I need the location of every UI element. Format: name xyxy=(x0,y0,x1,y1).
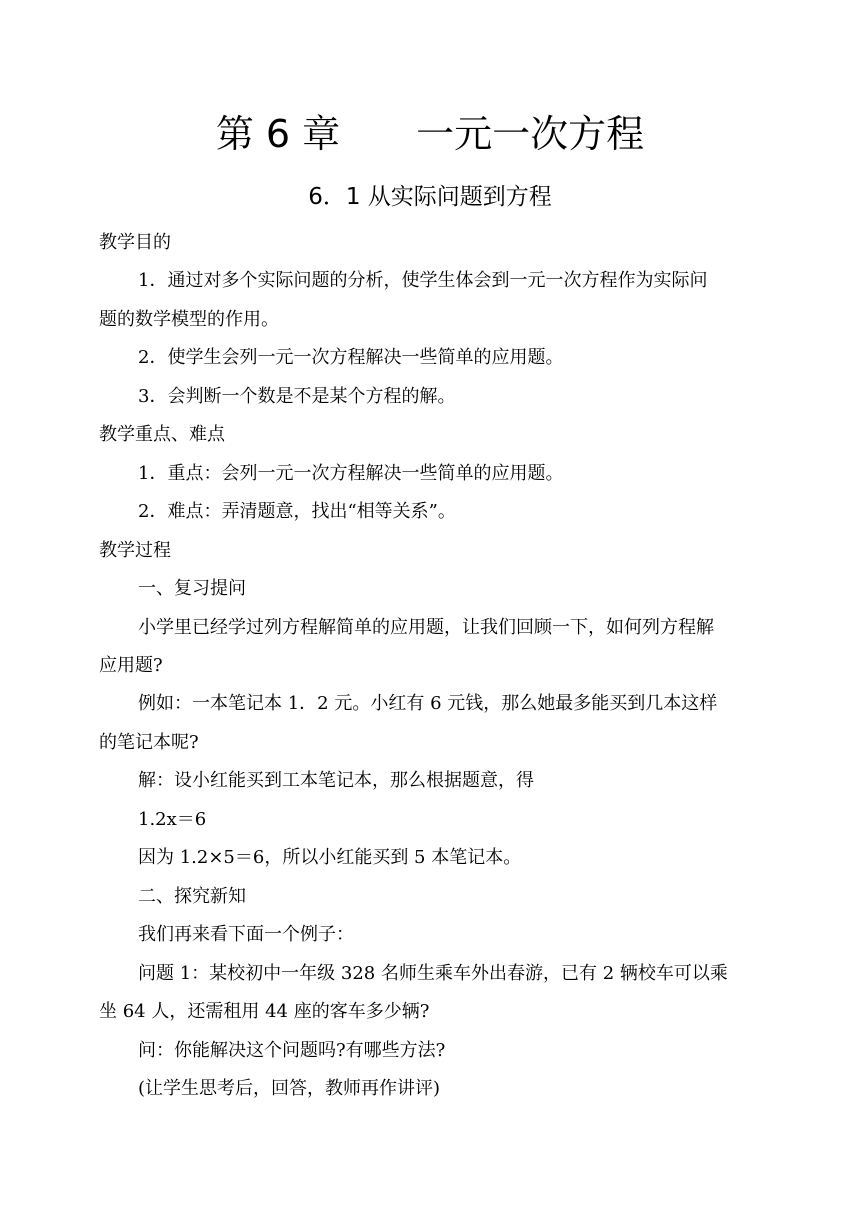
paragraph-line: 问题 1：某校初中一年级 328 名师生乘车外出春游，已有 2 辆校车可以乘 xyxy=(138,963,728,984)
paragraph-line: 的笔记本呢? xyxy=(99,732,199,753)
heading-teaching-goals: 教学目的 xyxy=(99,232,171,253)
paragraph-line: 1．重点：会列一元一次方程解决一些简单的应用题。 xyxy=(138,463,564,484)
paragraph-line: 小学里已经学过列方程解简单的应用题，让我们回顾一下，如何列方程解 xyxy=(138,617,714,638)
subheading-review: 一、复习提问 xyxy=(138,578,246,599)
paragraph-line: 3．会判断一个数是不是某个方程的解。 xyxy=(138,386,456,407)
heading-key-points: 教学重点、难点 xyxy=(99,424,225,445)
paragraph-line: 解：设小红能买到工本笔记本，那么根据题意，得 xyxy=(138,770,534,791)
paragraph-line: 问：你能解决这个问题吗?有哪些方法? xyxy=(138,1040,446,1061)
paragraph-line: 坐 64 人，还需租用 44 座的客车多少辆? xyxy=(99,1001,430,1022)
paragraph-line: 1．通过对多个实际问题的分析，使学生体会到一元一次方程作为实际问 xyxy=(138,270,708,291)
chapter-title: 第 6 章 一元一次方程 xyxy=(215,112,645,156)
paragraph-line: 应用题? xyxy=(99,655,163,676)
subheading-explore: 二、探究新知 xyxy=(138,886,246,907)
paragraph-line: 因为 1.2×5＝6，所以小红能买到 5 本笔记本。 xyxy=(138,847,522,868)
equation-line: 1.2x＝6 xyxy=(138,809,207,830)
section-title: 6．1 从实际问题到方程 xyxy=(308,184,552,210)
paragraph-line: (让学生思考后，回答，教师再作讲评) xyxy=(138,1078,441,1099)
paragraph-line: 题的数学模型的作用。 xyxy=(99,309,279,330)
paragraph-line: 我们再来看下面一个例子： xyxy=(138,924,354,945)
heading-teaching-process: 教学过程 xyxy=(99,540,171,561)
paragraph-line: 例如：一本笔记本 1．2 元。小红有 6 元钱，那么她最多能买到几本这样 xyxy=(138,693,718,714)
paragraph-line: 2．使学生会列一元一次方程解决一些简单的应用题。 xyxy=(138,347,564,368)
paragraph-line: 2．难点：弄清题意，找出“相等关系”。 xyxy=(138,501,456,522)
